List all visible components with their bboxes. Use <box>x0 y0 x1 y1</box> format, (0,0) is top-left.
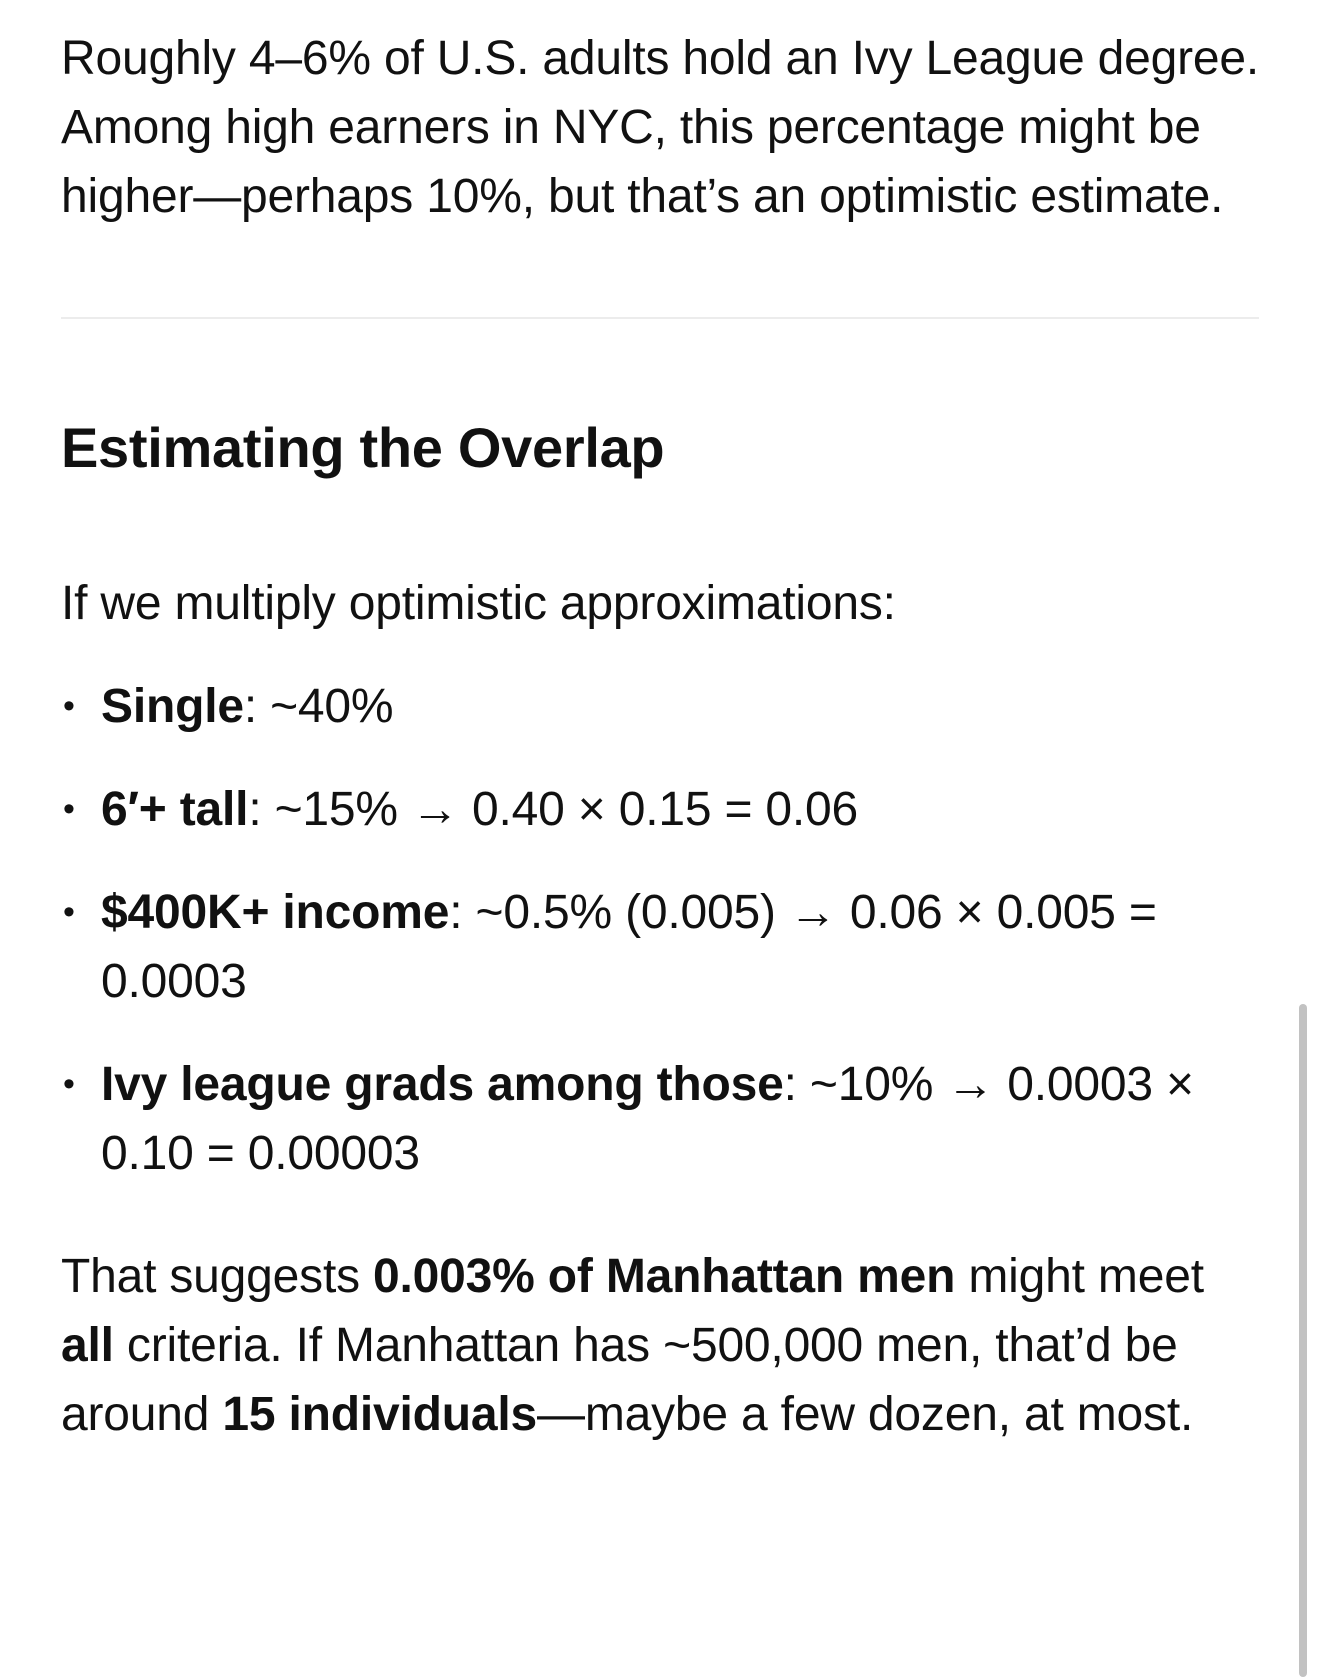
conclusion-emphasis: 15 individuals <box>222 1388 538 1441</box>
list-item <box>61 1050 1261 1188</box>
conclusion-paragraph <box>61 1242 1261 1449</box>
conclusion-emphasis: 0.003% of Manhattan men <box>373 1250 956 1303</box>
criteria-list <box>61 672 1261 1188</box>
section-lead: If we multiply optimistic approximations: <box>61 577 896 630</box>
conclusion-text: might meet <box>955 1250 1204 1303</box>
criterion-text: : ~0.5% (0.005) → 0.06 × 0.005 = 0.0003 <box>101 886 1157 1008</box>
bullet-icon: • <box>63 687 75 725</box>
criterion-label: $400K+ income <box>101 886 450 939</box>
bullet-icon: • <box>63 893 75 931</box>
message-content <box>61 24 1261 1449</box>
conclusion-emphasis: all <box>61 1319 114 1372</box>
list-item <box>61 878 1261 1016</box>
criterion-label: 6′+ tall <box>101 783 249 836</box>
list-item <box>61 775 1261 844</box>
criterion-label: Single <box>101 680 244 733</box>
conclusion-text: criteria. If Manhattan has ~500,000 men, that’d be around <box>61 1319 1178 1441</box>
bullet-icon: • <box>63 790 75 828</box>
conclusion-text: —maybe a few dozen, at most. <box>537 1388 1194 1441</box>
bullet-icon: • <box>63 1065 75 1103</box>
section-heading: Estimating the Overlap <box>61 416 665 479</box>
section-divider <box>61 317 1259 319</box>
criterion-text: : ~10% → 0.0003 × 0.10 = 0.00003 <box>101 1058 1194 1180</box>
list-item <box>61 672 1261 741</box>
criterion-label: Ivy league grads among those <box>101 1058 784 1111</box>
intro-paragraph: Roughly 4–6% of U.S. adults hold an Ivy League degree. Among high earners in NYC, this percentage might be higher—perhaps 10%, but that’s an optimistic estimate. <box>61 32 1260 223</box>
criterion-text: : ~40% <box>243 680 394 733</box>
criterion-text: : ~15% → 0.40 × 0.15 = 0.06 <box>248 783 859 836</box>
vertical-scrollbar[interactable] <box>1299 1004 1307 1677</box>
conclusion-text: That suggests <box>61 1250 374 1303</box>
